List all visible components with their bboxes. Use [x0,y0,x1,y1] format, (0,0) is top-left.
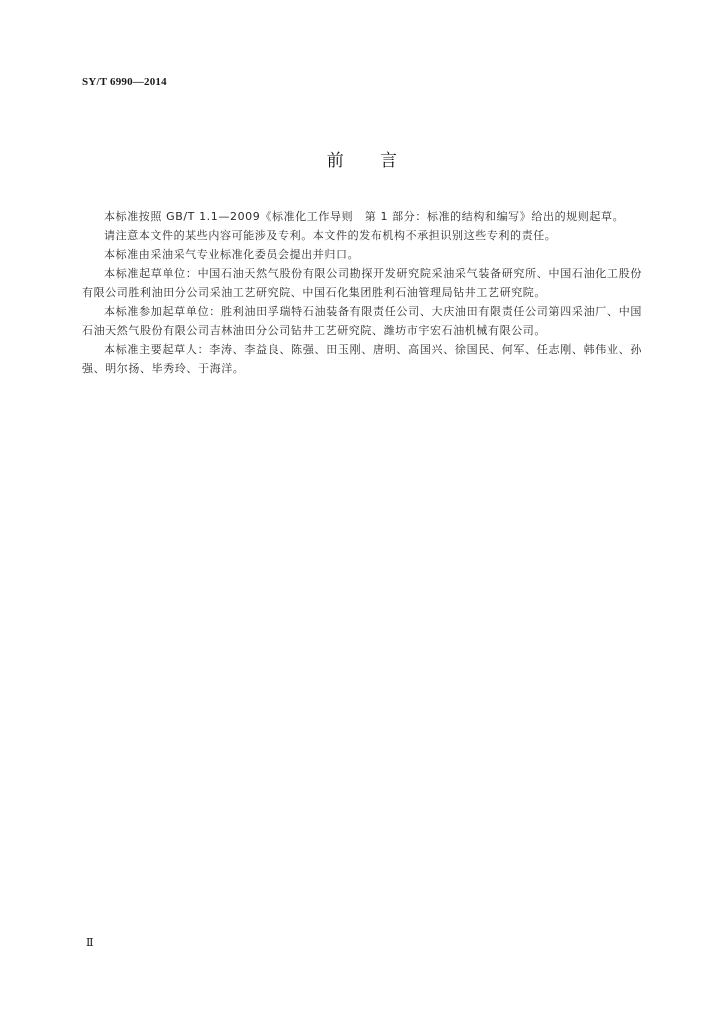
title-char-2: 言 [380,151,398,171]
page-title [0,146,724,171]
paragraph-patent-notice: 请注意本文件的某些内容可能涉及专利。本文件的发布机构不承担识别这些专利的责任。 [104,229,557,242]
foreword-body [82,207,642,378]
paragraph-drafting-units: 本标准起草单位：中国石油天然气股份有限公司勘探开发研究院采油采气装备研究所、中国石油化工股份有限公司胜利油田分公司采油工艺研究院、中国石化集团胜利石油管理局钻井工艺研究院。 [82,267,642,299]
paragraph-main-drafters: 本标准主要起草人：李涛、李益良、陈强、田玉刚、唐明、高国兴、徐国民、何军、任志刚、韩伟业、孙强、明尔扬、毕秀玲、于海洋。 [82,343,642,375]
paragraph-participating-units: 本标准参加起草单位：胜利油田孚瑞特石油装备有限责任公司、大庆油田有限责任公司第四采油厂、中国石油天然气股份有限公司吉林油田分公司钻井工艺研究院、潍坊市宇宏石油机械有限公司。 [82,305,642,337]
standard-code-header: SY/T 6990—2014 [82,76,167,88]
page-number: Ⅱ [86,937,94,949]
paragraph-proposer: 本标准由采油采气专业标准化委员会提出并归口。 [104,248,360,261]
title-char-1: 前 [326,151,344,171]
paragraph-drafting-rules: 本标准按照 GB/T 1.1—2009《标准化工作导则 第 1 部分：标准的结构和编写》给出的规则起草。 [104,210,625,223]
